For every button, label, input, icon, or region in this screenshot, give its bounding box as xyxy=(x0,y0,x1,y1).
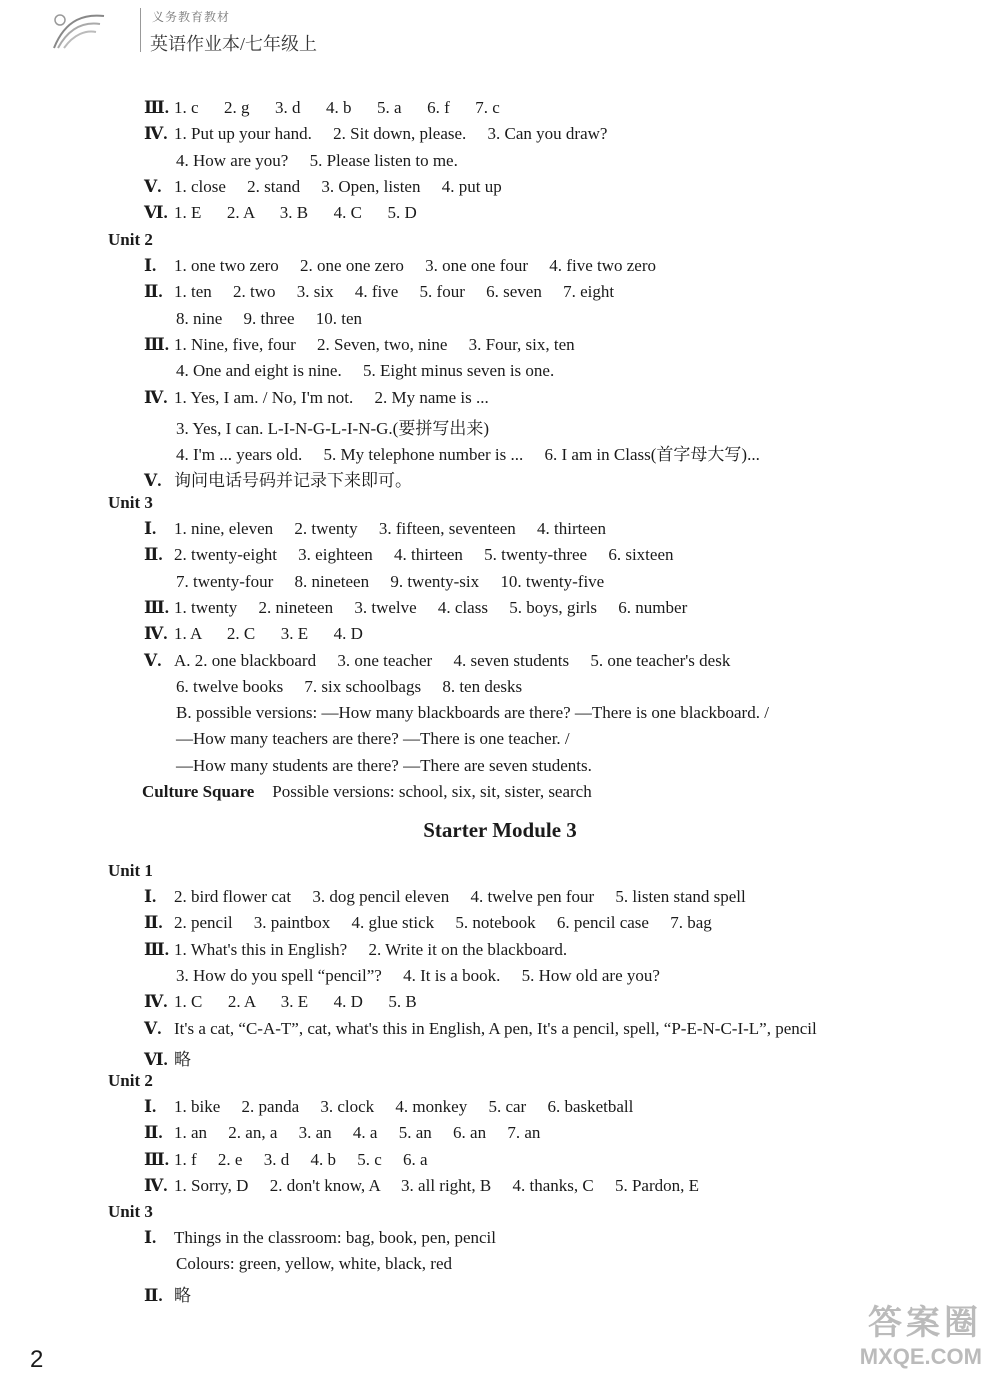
answer-line xyxy=(144,598,687,618)
answer-line xyxy=(144,1123,540,1143)
answer-text: 6. twelve books 7. six schoolbags 8. ten desks xyxy=(176,676,523,696)
answer-line xyxy=(144,992,417,1012)
answer-text: 1. twenty 2. nineteen 3. twelve 4. class 5. boys, girls 6. number xyxy=(174,597,688,617)
roman-numeral: Ⅳ. xyxy=(144,992,168,1012)
answer-text: 1. nine, eleven 2. twenty 3. fifteen, seventeen 4. thirteen xyxy=(174,519,606,538)
answer-text: 1. Sorry, D 2. don't know, A 3. all right, B 4. thanks, C 5. Pardon, E xyxy=(174,1175,700,1195)
roman-numeral: Ⅰ. xyxy=(144,519,157,538)
answer-text: 2. bird flower cat 3. dog pencil eleven 4. twelve pen four 5. listen stand spell xyxy=(174,887,746,906)
answer-line xyxy=(144,624,363,644)
roman-numeral: Ⅵ. xyxy=(144,203,168,223)
answer-text: 1. one two zero 2. one one zero 3. one one four 4. five two zero xyxy=(174,256,656,275)
answer-line xyxy=(144,651,730,671)
roman-numeral: Ⅴ. xyxy=(144,176,162,196)
roman-numeral: Ⅰ. xyxy=(144,256,157,275)
roman-numeral: Ⅴ. xyxy=(144,650,162,670)
answer-line xyxy=(176,729,570,749)
answer-line xyxy=(144,98,500,118)
answer-line xyxy=(144,887,746,907)
answer-text: 8. nine 9. three 10. ten xyxy=(176,308,363,328)
roman-numeral: Ⅰ. xyxy=(144,1228,157,1247)
answer-text: 1. ten 2. two 3. six 4. five 5. four 6. seven 7. eight xyxy=(174,282,615,302)
answer-line xyxy=(144,545,673,565)
answer-text: 1. E 2. A 3. B 4. C 5. D xyxy=(174,203,417,223)
answer-line xyxy=(176,572,604,592)
answer-text: 1. C 2. A 3. E 4. D 5. B xyxy=(174,992,417,1012)
site-watermark xyxy=(782,1295,982,1369)
answer-line xyxy=(144,335,575,355)
answer-line xyxy=(176,151,458,171)
answer-text: 略 xyxy=(174,1285,191,1305)
roman-numeral: Ⅰ. xyxy=(144,1097,157,1116)
answer-text: 询问电话号码并记录下来即可。 xyxy=(174,471,412,491)
answer-line xyxy=(144,203,417,223)
answer-text: 1. A 2. C 3. E 4. D xyxy=(174,624,363,644)
answer-line xyxy=(144,1281,191,1306)
answer-text: Things in the classroom: bag, book, pen, pencil xyxy=(174,1228,496,1247)
answer-text: —How many students are there? —There are seven students. xyxy=(176,755,592,775)
roman-numeral: Ⅲ. xyxy=(144,597,169,617)
unit-heading: Unit 2 xyxy=(108,1071,153,1090)
roman-numeral: Ⅳ. xyxy=(144,1175,168,1195)
answer-text: 1. f 2. e 3. d 4. b 5. c 6. a xyxy=(174,1149,428,1169)
answer-text: 1. Put up your hand. 2. Sit down, please. 3. Can you draw? xyxy=(174,124,608,144)
answer-text: 2. pencil 3. paintbox 4. glue stick 5. notebook 6. pencil case 7. bag xyxy=(174,913,712,933)
answer-line xyxy=(144,1176,699,1196)
book-title: 英语作业本/七年级上 xyxy=(150,34,318,54)
answer-line xyxy=(144,1228,496,1248)
watermark-en: MXQE.COM xyxy=(859,1344,982,1369)
watermark-cn: 答案圈 xyxy=(868,1304,982,1342)
answer-line xyxy=(144,1045,191,1070)
roman-numeral: Ⅲ. xyxy=(144,1149,169,1169)
answer-line xyxy=(144,913,712,933)
publisher-line: 义务教育教材 xyxy=(152,10,231,24)
culture-square-label: Culture Square xyxy=(142,782,255,801)
unit-heading: Unit 3 xyxy=(108,493,153,512)
roman-numeral: Ⅱ. xyxy=(144,1123,163,1143)
answer-line xyxy=(144,388,489,408)
answer-text: 2. twenty-eight 3. eighteen 4. thirteen 5. twenty-three 6. sixteen xyxy=(174,545,674,565)
answer-line xyxy=(176,440,760,465)
roman-numeral: Ⅱ. xyxy=(144,545,163,565)
answer-text: It's a cat, “C-A-T”, cat, what's this in English, A pen, It's a pencil, spell, “P-E-N-C-I-L”, pencil xyxy=(174,1018,817,1038)
answer-text: 7. twenty-four 8. nineteen 9. twenty-six 10. twenty-five xyxy=(176,571,605,591)
answer-text: 3. Yes, I can. L-I-N-G-L-I-N-G.(要拼写出来) xyxy=(176,418,490,438)
answer-line xyxy=(144,466,412,491)
roman-numeral: Ⅱ. xyxy=(144,1285,163,1305)
roman-numeral: Ⅱ. xyxy=(144,913,163,933)
answer-line xyxy=(176,677,522,697)
answer-text: 1. What's this in English? 2. Write it on the blackboard. xyxy=(174,939,568,959)
answer-line xyxy=(176,756,592,776)
answer-text: 1. an 2. an, a 3. an 4. a 5. an 6. an 7. an xyxy=(174,1123,541,1143)
answer-line xyxy=(176,1254,452,1274)
answer-text: B. possible versions: —How many blackboards are there? —There is one blackboard. / xyxy=(176,703,769,723)
answer-text: —How many teachers are there? —There is one teacher. / xyxy=(176,729,570,749)
answer-text: Colours: green, yellow, white, black, red xyxy=(176,1254,453,1274)
publisher-logo-icon xyxy=(46,8,108,54)
answer-line xyxy=(176,309,362,329)
roman-numeral: Ⅲ. xyxy=(144,98,169,117)
culture-square-line xyxy=(142,782,592,802)
answer-text: 1. bike 2. panda 3. clock 4. monkey 5. car 6. basketball xyxy=(174,1097,634,1116)
section-title: Starter Module 3 xyxy=(423,818,577,842)
roman-numeral: Ⅳ. xyxy=(144,387,168,407)
roman-numeral: Ⅴ. xyxy=(144,1018,162,1038)
answer-text: 1. Yes, I am. / No, I'm not. 2. My name is ... xyxy=(174,387,489,407)
page-number: 2 xyxy=(30,1346,44,1373)
answer-text: 4. One and eight is nine. 5. Eight minus seven is one. xyxy=(176,361,555,381)
answer-text: 略 xyxy=(174,1049,191,1069)
page-header xyxy=(40,2,440,58)
answer-line xyxy=(144,282,614,302)
answer-text: 4. I'm ... years old. 5. My telephone number is ... 6. I am in Class(首字母大写)... xyxy=(176,445,760,465)
answer-line xyxy=(176,361,554,381)
unit-heading: Unit 2 xyxy=(108,230,153,249)
answer-line xyxy=(144,124,607,144)
answer-line xyxy=(176,966,660,986)
unit-heading: Unit 1 xyxy=(108,861,153,880)
answer-line xyxy=(176,414,489,439)
answer-line xyxy=(144,940,567,960)
roman-numeral: Ⅰ. xyxy=(144,887,157,906)
roman-numeral: Ⅴ. xyxy=(144,471,162,491)
answer-line xyxy=(144,1150,428,1170)
answer-line xyxy=(176,703,769,723)
header-divider xyxy=(140,8,141,52)
unit-heading: Unit 3 xyxy=(108,1202,153,1221)
roman-numeral: Ⅵ. xyxy=(144,1049,168,1069)
roman-numeral: Ⅳ. xyxy=(144,124,168,144)
answer-text: A. 2. one blackboard 3. one teacher 4. seven students 5. one teacher's desk xyxy=(174,650,731,670)
roman-numeral: Ⅱ. xyxy=(144,282,163,302)
culture-square-text: Possible versions: school, six, sit, sister, search xyxy=(272,782,592,801)
answer-line xyxy=(144,519,606,539)
roman-numeral: Ⅲ. xyxy=(144,334,169,354)
answer-line xyxy=(144,256,656,276)
answer-text: 3. How do you spell “pencil”? 4. It is a book. 5. How old are you? xyxy=(176,965,660,985)
answer-line xyxy=(144,1097,633,1117)
answer-text: 1. close 2. stand 3. Open, listen 4. put up xyxy=(174,176,502,196)
answer-text: 1. c 2. g 3. d 4. b 5. a 6. f 7. c xyxy=(174,98,500,117)
answer-text: 4. How are you? 5. Please listen to me. xyxy=(176,150,458,170)
answer-line xyxy=(144,1019,817,1039)
roman-numeral: Ⅲ. xyxy=(144,939,169,959)
answer-line xyxy=(144,177,502,197)
roman-numeral: Ⅳ. xyxy=(144,624,168,644)
answer-text: 1. Nine, five, four 2. Seven, two, nine 3. Four, six, ten xyxy=(174,334,575,354)
